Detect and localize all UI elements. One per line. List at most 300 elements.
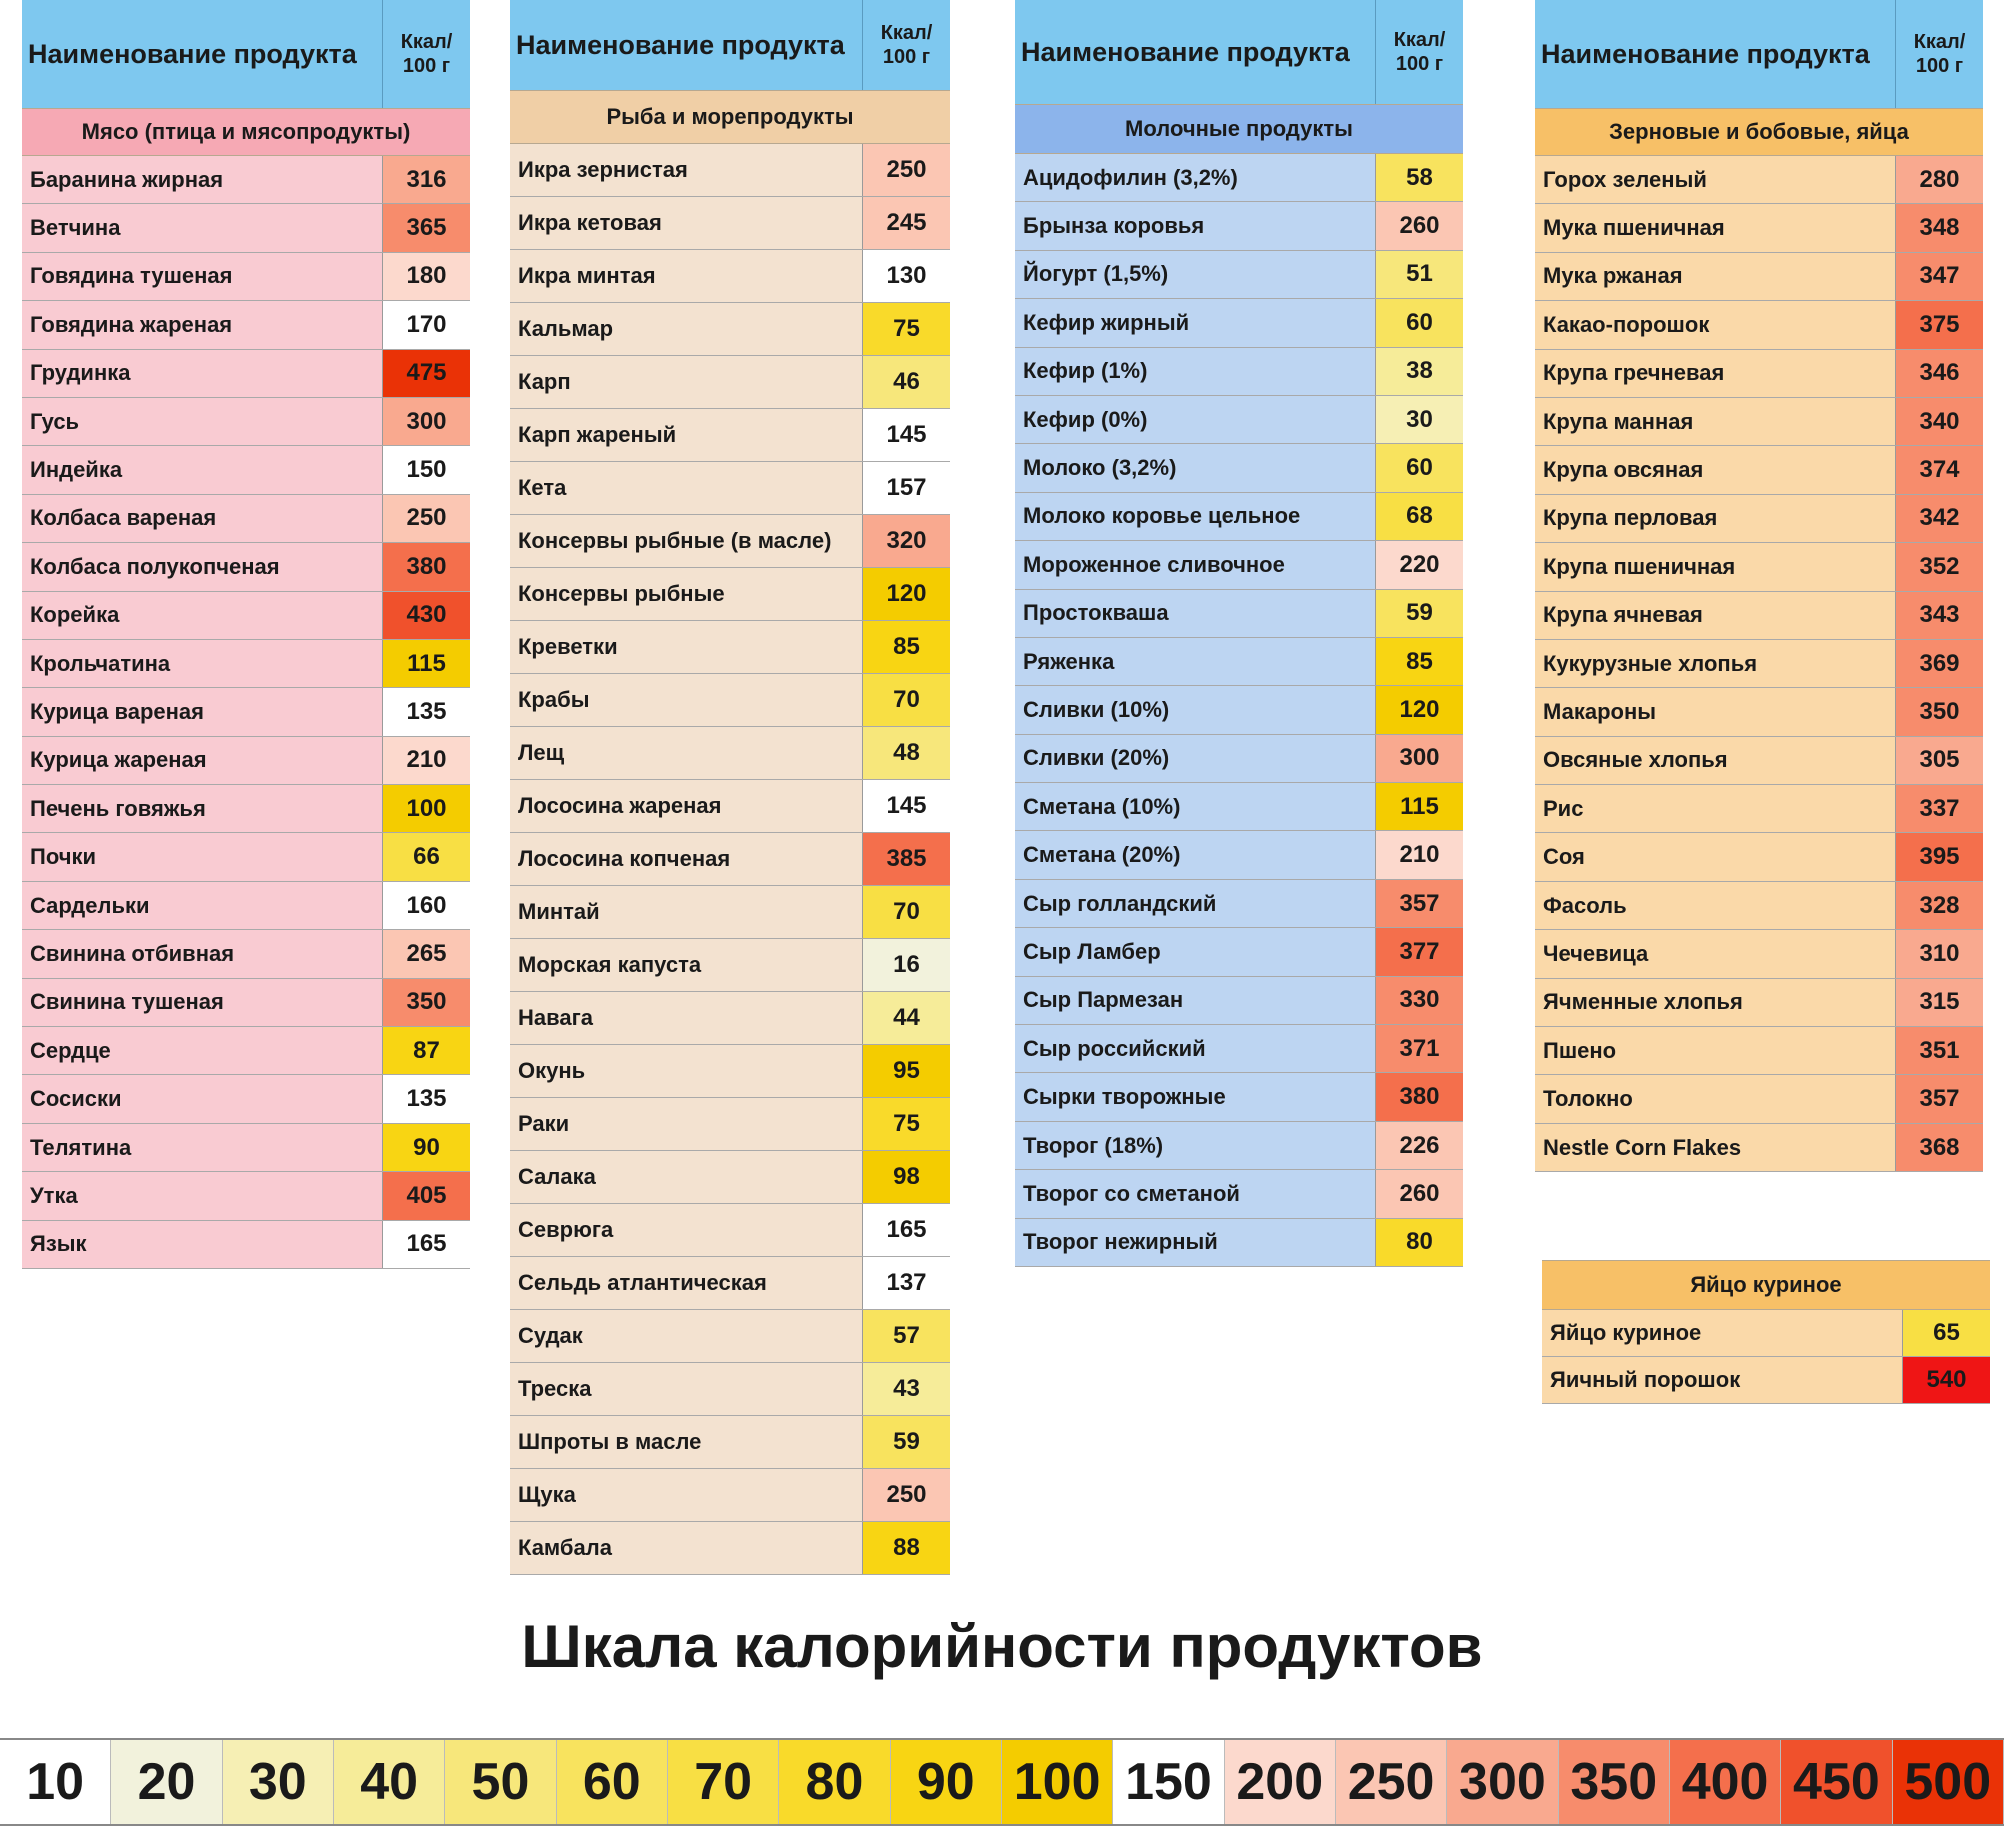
kcal-value: 220 — [1376, 541, 1463, 588]
product-name: Корейка — [22, 592, 383, 639]
table-row — [22, 930, 470, 978]
kcal-value: 157 — [863, 462, 950, 514]
table-row — [1015, 1170, 1463, 1218]
product-name: Крабы — [510, 674, 863, 726]
table-row — [22, 156, 470, 204]
kcal-value: 351 — [1896, 1027, 1983, 1074]
kcal-value: 165 — [863, 1204, 950, 1256]
table-row — [1542, 1357, 1990, 1404]
kcal-value: 340 — [1896, 398, 1983, 445]
kcal-value: 145 — [863, 409, 950, 461]
kcal-value: 58 — [1376, 154, 1463, 201]
kcal-value: 68 — [1376, 493, 1463, 540]
table-row — [510, 250, 950, 303]
table-row — [22, 1075, 470, 1123]
table-row — [22, 398, 470, 446]
product-name: Кальмар — [510, 303, 863, 355]
product-name: Какао-порошок — [1535, 301, 1896, 348]
table-row — [510, 727, 950, 780]
table-row — [510, 833, 950, 886]
table-row — [22, 350, 470, 398]
product-name: Лососина копченая — [510, 833, 863, 885]
product-name: Курица вареная — [22, 688, 383, 735]
column-header-kcal — [1376, 0, 1463, 104]
product-name: Ряженка — [1015, 638, 1376, 685]
table-row — [1535, 979, 1983, 1027]
product-name: Овсяные хлопья — [1535, 737, 1896, 784]
table-row — [22, 592, 470, 640]
table-row — [1535, 301, 1983, 349]
kcal-value: 342 — [1896, 495, 1983, 542]
product-name: Колбаса вареная — [22, 495, 383, 542]
product-name: Сливки (20%) — [1015, 735, 1376, 782]
product-name: Яйцо куриное — [1542, 1310, 1903, 1356]
table-row — [22, 640, 470, 688]
kcal-value: 57 — [863, 1310, 950, 1362]
scale-cell: 20 — [111, 1740, 222, 1824]
product-name: Крупа овсяная — [1535, 446, 1896, 493]
product-name: Чечевица — [1535, 930, 1896, 977]
table-row — [510, 144, 950, 197]
table-row — [22, 737, 470, 785]
kcal-value: 405 — [383, 1172, 470, 1219]
scale-cell: 80 — [779, 1740, 890, 1824]
table-row — [510, 886, 950, 939]
kcal-value: 347 — [1896, 253, 1983, 300]
table-row — [1015, 638, 1463, 686]
scale-cell: 450 — [1781, 1740, 1892, 1824]
scale-cell: 100 — [1002, 1740, 1113, 1824]
table-row — [510, 409, 950, 462]
table-row — [1015, 977, 1463, 1025]
category-header: Молочные продукты — [1015, 104, 1463, 154]
table-row — [1535, 495, 1983, 543]
table-row — [510, 1416, 950, 1469]
product-name: Сосиски — [22, 1075, 383, 1122]
table-row — [510, 1257, 950, 1310]
product-name: Сметана (10%) — [1015, 783, 1376, 830]
table-row — [22, 1124, 470, 1172]
column-header-name: Наименование продукта — [510, 0, 863, 90]
kcal-value: 348 — [1896, 204, 1983, 251]
table-eggs — [1542, 1260, 1990, 1404]
product-name: Почки — [22, 833, 383, 880]
table-row — [510, 621, 950, 674]
kcal-value: 250 — [383, 495, 470, 542]
table-row — [510, 1522, 950, 1575]
kcal-value: 357 — [1896, 1075, 1983, 1122]
product-name: Свинина отбивная — [22, 930, 383, 977]
kcal-value: 475 — [383, 350, 470, 397]
product-name: Икра минтая — [510, 250, 863, 302]
product-name: Брынза коровья — [1015, 202, 1376, 249]
product-name: Кефир (1%) — [1015, 348, 1376, 395]
product-name: Творог нежирный — [1015, 1219, 1376, 1266]
table-row — [22, 543, 470, 591]
product-name: Индейка — [22, 446, 383, 493]
product-name: Пшено — [1535, 1027, 1896, 1074]
table-row — [1015, 1122, 1463, 1170]
product-name: Окунь — [510, 1045, 863, 1097]
table-grains — [1535, 0, 1983, 1172]
product-name: Ацидофилин (3,2%) — [1015, 154, 1376, 201]
kcal-unit-line2: 100 г — [402, 55, 451, 77]
product-name: Макароны — [1535, 688, 1896, 735]
product-name: Фасоль — [1535, 882, 1896, 929]
kcal-value: 88 — [863, 1522, 950, 1574]
kcal-value: 352 — [1896, 543, 1983, 590]
kcal-value: 300 — [383, 398, 470, 445]
product-name: Грудинка — [22, 350, 383, 397]
table-row — [1015, 251, 1463, 299]
kcal-value: 70 — [863, 886, 950, 938]
product-name: Рис — [1535, 785, 1896, 832]
scale-cell: 350 — [1559, 1740, 1670, 1824]
table-row — [510, 1151, 950, 1204]
table-row — [1535, 833, 1983, 881]
product-name: Сыр российский — [1015, 1025, 1376, 1072]
table-row — [22, 446, 470, 494]
kcal-value: 371 — [1376, 1025, 1463, 1072]
product-name: Крупа ячневая — [1535, 592, 1896, 639]
kcal-value: 60 — [1376, 299, 1463, 346]
kcal-value: 85 — [1376, 638, 1463, 685]
table-row — [1015, 202, 1463, 250]
kcal-value: 357 — [1376, 880, 1463, 927]
kcal-value: 65 — [1903, 1310, 1990, 1356]
category-header: Мясо (птица и мясопродукты) — [22, 108, 470, 156]
kcal-value: 350 — [383, 979, 470, 1026]
kcal-value: 343 — [1896, 592, 1983, 639]
table-row — [1535, 156, 1983, 204]
product-name: Говядина тушеная — [22, 253, 383, 300]
table-row — [1015, 735, 1463, 783]
product-name: Сельдь атлантическая — [510, 1257, 863, 1309]
kcal-unit-line2: 100 г — [1915, 55, 1964, 77]
kcal-value: 310 — [1896, 930, 1983, 977]
table-dairy — [1015, 0, 1463, 1267]
kcal-value: 245 — [863, 197, 950, 249]
table-row — [22, 253, 470, 301]
product-name: Сыр Пармезан — [1015, 977, 1376, 1024]
table-row — [1542, 1310, 1990, 1357]
kcal-unit-line1: Ккал/ — [400, 31, 453, 53]
kcal-value: 365 — [383, 204, 470, 251]
table-row — [1015, 783, 1463, 831]
kcal-unit-line1: Ккал/ — [1913, 31, 1966, 53]
kcal-value: 350 — [1896, 688, 1983, 735]
table-row — [1535, 204, 1983, 252]
table-fish — [510, 0, 950, 1575]
table-body — [22, 156, 470, 1269]
kcal-value: 98 — [863, 1151, 950, 1203]
kcal-value: 380 — [383, 543, 470, 590]
table-row — [22, 1027, 470, 1075]
kcal-value: 95 — [863, 1045, 950, 1097]
table-row — [1015, 493, 1463, 541]
kcal-value: 120 — [863, 568, 950, 620]
kcal-value: 316 — [383, 156, 470, 203]
table-row — [510, 1045, 950, 1098]
kcal-unit-line2: 100 г — [1395, 53, 1444, 75]
product-name: Карп жареный — [510, 409, 863, 461]
product-name: Карп — [510, 356, 863, 408]
table-body — [1535, 156, 1983, 1172]
kcal-value: 328 — [1896, 882, 1983, 929]
kcal-value: 150 — [383, 446, 470, 493]
table-row — [22, 833, 470, 881]
product-name: Печень говяжья — [22, 785, 383, 832]
table-header — [1535, 0, 1983, 108]
kcal-value: 160 — [383, 882, 470, 929]
kcal-value: 250 — [863, 144, 950, 196]
kcal-value: 30 — [1376, 396, 1463, 443]
table-row — [510, 992, 950, 1045]
product-name: Треска — [510, 1363, 863, 1415]
kcal-value: 130 — [863, 250, 950, 302]
product-name: Икра зернистая — [510, 144, 863, 196]
product-name: Лососина жареная — [510, 780, 863, 832]
table-row — [22, 882, 470, 930]
kcal-unit-line1: Ккал/ — [880, 22, 933, 44]
table-row — [1015, 348, 1463, 396]
kcal-value: 226 — [1376, 1122, 1463, 1169]
kcal-value: 260 — [1376, 202, 1463, 249]
product-name: Простокваша — [1015, 590, 1376, 637]
table-row — [1535, 398, 1983, 446]
kcal-value: 430 — [383, 592, 470, 639]
kcal-value: 135 — [383, 688, 470, 735]
table-row — [510, 939, 950, 992]
product-name: Свинина тушеная — [22, 979, 383, 1026]
table-body — [510, 144, 950, 1575]
kcal-value: 51 — [1376, 251, 1463, 298]
table-body — [1542, 1310, 1990, 1404]
scale-cell: 250 — [1336, 1740, 1447, 1824]
kcal-value: 48 — [863, 727, 950, 779]
product-name: Творог со сметаной — [1015, 1170, 1376, 1217]
table-row — [510, 356, 950, 409]
kcal-unit-line2: 100 г — [882, 46, 931, 68]
kcal-value: 305 — [1896, 737, 1983, 784]
kcal-value: 540 — [1903, 1357, 1990, 1403]
product-name: Крольчатина — [22, 640, 383, 687]
table-row — [22, 785, 470, 833]
table-row — [510, 674, 950, 727]
table-row — [1015, 686, 1463, 734]
kcal-value: 120 — [1376, 686, 1463, 733]
product-name: Ветчина — [22, 204, 383, 251]
kcal-value: 115 — [383, 640, 470, 687]
category-header: Зерновые и бобовые, яйца — [1535, 108, 1983, 156]
product-name: Морская капуста — [510, 939, 863, 991]
table-row — [1535, 253, 1983, 301]
kcal-value: 170 — [383, 301, 470, 348]
table-header — [1015, 0, 1463, 104]
table-row — [1015, 1073, 1463, 1121]
table-row — [1015, 154, 1463, 202]
product-name: Гусь — [22, 398, 383, 445]
kcal-value: 210 — [1376, 831, 1463, 878]
product-name: Мука ржаная — [1535, 253, 1896, 300]
table-row — [1015, 880, 1463, 928]
product-name: Сырки творожные — [1015, 1073, 1376, 1120]
table-row — [510, 780, 950, 833]
table-header — [22, 0, 470, 108]
table-row — [1015, 1219, 1463, 1267]
scale-title: Шкала калорийности продуктов — [521, 1613, 1483, 1680]
kcal-value: 369 — [1896, 640, 1983, 687]
product-name: Консервы рыбные (в масле) — [510, 515, 863, 567]
product-name: Раки — [510, 1098, 863, 1150]
product-name: Консервы рыбные — [510, 568, 863, 620]
product-name: Мороженное сливочное — [1015, 541, 1376, 588]
table-row — [1535, 446, 1983, 494]
product-name: Крупа гречневая — [1535, 350, 1896, 397]
product-name: Севрюга — [510, 1204, 863, 1256]
kcal-value: 320 — [863, 515, 950, 567]
column-header-name: Наименование продукта — [1535, 0, 1896, 108]
table-row — [510, 515, 950, 568]
product-name: Шпроты в масле — [510, 1416, 863, 1468]
kcal-value: 137 — [863, 1257, 950, 1309]
kcal-value: 280 — [1896, 156, 1983, 203]
product-name: Nestle Corn Flakes — [1535, 1124, 1896, 1171]
scale-cell: 150 — [1113, 1740, 1224, 1824]
table-row — [1015, 1025, 1463, 1073]
kcal-value: 368 — [1896, 1124, 1983, 1171]
kcal-value: 377 — [1376, 928, 1463, 975]
table-row — [1535, 688, 1983, 736]
product-name: Телятина — [22, 1124, 383, 1171]
product-name: Курица жареная — [22, 737, 383, 784]
product-name: Судак — [510, 1310, 863, 1362]
category-header: Яйцо куриное — [1542, 1260, 1990, 1310]
table-body — [1015, 154, 1463, 1267]
table-row — [510, 1363, 950, 1416]
product-name: Сливки (10%) — [1015, 686, 1376, 733]
table-row — [510, 1469, 950, 1522]
table-row — [22, 301, 470, 349]
product-name: Яичный порошок — [1542, 1357, 1903, 1403]
product-name: Кукурузные хлопья — [1535, 640, 1896, 687]
table-meat — [22, 0, 470, 1269]
product-name: Толокно — [1535, 1075, 1896, 1122]
kcal-value: 375 — [1896, 301, 1983, 348]
kcal-value: 43 — [863, 1363, 950, 1415]
kcal-value: 90 — [383, 1124, 470, 1171]
table-row — [22, 979, 470, 1027]
product-name: Креветки — [510, 621, 863, 673]
product-name: Йогурт (1,5%) — [1015, 251, 1376, 298]
kcal-value: 80 — [1376, 1219, 1463, 1266]
product-name: Молоко (3,2%) — [1015, 444, 1376, 491]
column-header-name: Наименование продукта — [1015, 0, 1376, 104]
kcal-value: 380 — [1376, 1073, 1463, 1120]
scale-cell: 40 — [334, 1740, 445, 1824]
table-row — [1015, 444, 1463, 492]
product-name: Кефир (0%) — [1015, 396, 1376, 443]
product-name: Утка — [22, 1172, 383, 1219]
table-row — [1015, 541, 1463, 589]
product-name: Творог (18%) — [1015, 1122, 1376, 1169]
kcal-value: 374 — [1896, 446, 1983, 493]
kcal-value: 315 — [1896, 979, 1983, 1026]
product-name: Молоко коровье цельное — [1015, 493, 1376, 540]
table-row — [1535, 350, 1983, 398]
scale-cell: 70 — [668, 1740, 779, 1824]
scale-cell: 200 — [1225, 1740, 1336, 1824]
kcal-value: 38 — [1376, 348, 1463, 395]
product-name: Язык — [22, 1221, 383, 1268]
table-row — [510, 1310, 950, 1363]
column-header-kcal — [1896, 0, 1983, 108]
kcal-value: 44 — [863, 992, 950, 1044]
table-header — [510, 0, 950, 90]
product-name: Мука пшеничная — [1535, 204, 1896, 251]
product-name: Сметана (20%) — [1015, 831, 1376, 878]
kcal-value: 385 — [863, 833, 950, 885]
product-name: Соя — [1535, 833, 1896, 880]
table-row — [510, 197, 950, 250]
kcal-value: 75 — [863, 1098, 950, 1150]
product-name: Колбаса полукопченая — [22, 543, 383, 590]
table-row — [510, 1098, 950, 1151]
scale-cell: 400 — [1670, 1740, 1781, 1824]
table-row — [22, 688, 470, 736]
scale-cell: 300 — [1447, 1740, 1558, 1824]
kcal-value: 260 — [1376, 1170, 1463, 1217]
product-name: Минтай — [510, 886, 863, 938]
product-name: Ячменные хлопья — [1535, 979, 1896, 1026]
column-header-kcal — [383, 0, 470, 108]
kcal-value: 100 — [383, 785, 470, 832]
scale-cell: 500 — [1893, 1740, 2004, 1824]
table-row — [1015, 831, 1463, 879]
kcal-value: 66 — [383, 833, 470, 880]
table-row — [1535, 1075, 1983, 1123]
product-name: Сардельки — [22, 882, 383, 929]
kcal-value: 59 — [1376, 590, 1463, 637]
kcal-value: 395 — [1896, 833, 1983, 880]
table-row — [510, 1204, 950, 1257]
kcal-value: 115 — [1376, 783, 1463, 830]
product-name: Кефир жирный — [1015, 299, 1376, 346]
table-row — [22, 495, 470, 543]
kcal-value: 300 — [1376, 735, 1463, 782]
product-name: Камбала — [510, 1522, 863, 1574]
product-name: Горох зеленый — [1535, 156, 1896, 203]
kcal-value: 145 — [863, 780, 950, 832]
product-name: Сыр Ламбер — [1015, 928, 1376, 975]
table-row — [1535, 1124, 1983, 1172]
table-row — [22, 1221, 470, 1269]
product-name: Говядина жареная — [22, 301, 383, 348]
table-row — [1015, 590, 1463, 638]
table-row — [1535, 592, 1983, 640]
product-name: Сыр голландский — [1015, 880, 1376, 927]
table-row — [22, 204, 470, 252]
product-name: Щука — [510, 1469, 863, 1521]
table-row — [1015, 299, 1463, 347]
table-row — [1535, 543, 1983, 591]
table-row — [510, 303, 950, 356]
table-row — [1535, 785, 1983, 833]
product-name: Лещ — [510, 727, 863, 779]
kcal-value: 165 — [383, 1221, 470, 1268]
kcal-value: 330 — [1376, 977, 1463, 1024]
column-header-kcal — [863, 0, 950, 90]
